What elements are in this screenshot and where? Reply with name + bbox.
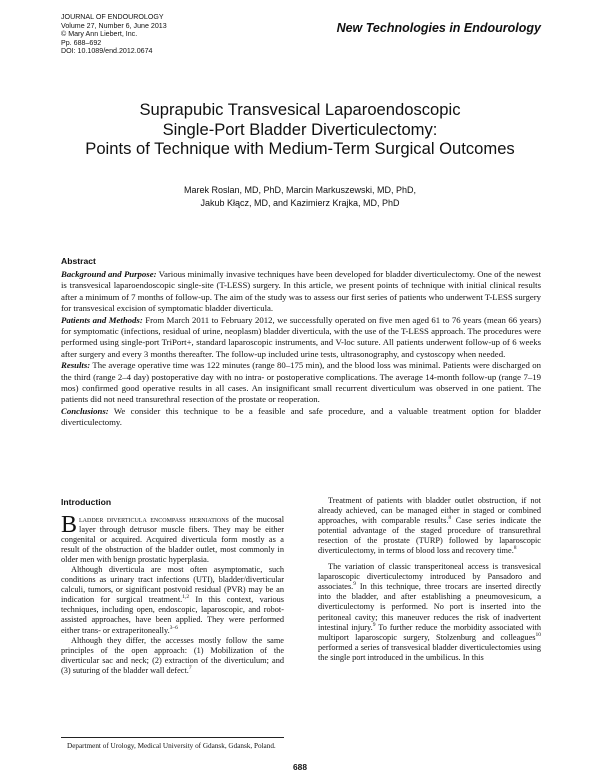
citation: 9 xyxy=(353,581,356,588)
intro-paragraph xyxy=(61,636,284,676)
results-label: Results: xyxy=(61,360,91,371)
abstract-body xyxy=(61,269,541,429)
methods-text: From March 2011 to February 2012, we successfully operated on five men aged 61 to 76 years (mean 66 years) for symptomatic (infections, residual of urine, neoplasm) bladder diverticula, with the use of the T-LESS approach. The procedures were performed using single-port TriPort+, standard laparoscopic instruments, and V-loc suture. All patients underwent follow-up of 6 weeks after surgery and every 3 months thereafter. The follow-up included urine tests, ultrasonography, and cystoscopy when needed. xyxy=(61,314,541,359)
paragraph-text: performed a series of transvesical bladder diverticulectomies using the single port introduced in the umbilicus. In this xyxy=(318,642,541,662)
paragraph-text: Treatment of patients with bladder outlet obstruction, if not already achieved, can be managed either in staged or combined approaches, with comparable results. xyxy=(318,496,541,526)
body-column-right xyxy=(318,496,541,663)
drop-cap: B xyxy=(61,512,78,538)
body-column-left xyxy=(61,512,284,676)
introduction-heading: Introduction xyxy=(61,497,112,507)
paragraph-text: Although they differ, the accesses mostly follow the same principles of the open approach: (1) Mobilization of the diverticular sac and neck; (2) extraction of the diverticulum; and (3) suturing of the bladder wall defect. xyxy=(61,635,284,675)
journal-copyright: © Mary Ann Liebert, Inc. xyxy=(61,30,138,38)
citation: 10 xyxy=(535,631,541,638)
intro-paragraph xyxy=(61,512,284,565)
page-number: 688 xyxy=(293,762,307,772)
intro-paragraph xyxy=(318,562,541,662)
background-text: Various minimally invasive techniques have been developed for bladder diverticulectomy. One of the newest is transvesical laparoendoscopic single-site (T-LESS) surgery. In this article, we present points of technique with initial clinical results after a minimum of 7 months of follow-up. The aim of the study was to assess our first series of patients who underwent T-LESS surgery for transvesical excision of symptomatic bladder diverticula. xyxy=(61,269,541,314)
background-label: Background and Purpose: xyxy=(61,269,157,279)
paragraph-text: Case series indicate the potential advantage of the staged procedure of transurethral resection of the prostate (TURP) followed by laparoscopic diverticulectomy, in terms of blood loss and recovery time. xyxy=(318,516,542,556)
citation: 8 xyxy=(513,545,517,552)
conclusions-text: We consider this technique to be a feasible and safe procedure, and a valuable treatment option for bladder diverticulectomy. xyxy=(61,405,541,428)
footnote-divider xyxy=(61,737,284,738)
paragraph-text: In this context, various techniques, including open, endoscopic, laparoscopic, and robot-assisted approaches, have been applied. They were performed either trans- or extraperitoneally. xyxy=(61,595,284,635)
title-line: Single-Port Bladder Diverticulectomy: xyxy=(162,119,438,139)
conclusions-label: Conclusions: xyxy=(61,405,109,416)
journal-doi: DOI: 10.1089/end.2012.0674 xyxy=(61,47,153,55)
author-line: Marek Roslan, MD, PhD, Marcin Markuszewski, MD, PhD, xyxy=(183,185,417,195)
journal-volume: Volume 27, Number 6, June 2013 xyxy=(61,21,167,30)
journal-pages: Pp. 688–692 xyxy=(61,38,102,47)
intro-paragraph xyxy=(318,496,541,556)
title-line: Suprapubic Transvesical Laparoendoscopic xyxy=(139,100,461,119)
paragraph-text: The variation of classic transperitoneal access is transvesical laparoscopic diverticulectomy introduced by Pansadoro and associates. xyxy=(318,562,541,592)
abstract-background xyxy=(61,269,541,315)
journal-info xyxy=(61,13,167,56)
abstract-heading: Abstract xyxy=(61,256,96,266)
paragraph-text: Although diverticula are most often asymptomatic, such conditions as urinary tract infections (UTI), bladder/diverticular calculi, tumors, or significant postvoid residual (PVR) may be an indication for surgical treatment. xyxy=(61,565,284,605)
title-line: Points of Technique with Medium-Term Surgical Outcomes xyxy=(85,139,515,158)
author-list xyxy=(60,184,540,209)
paragraph-text: In this technique, three trocars are inserted directly into the bladder, and after establishing a pneumovesicum, a diverticulectomy is performed. No port is inserted into the peritoneal cavity; this maneuver reduces the risk of inadvertent intestinal injury. xyxy=(318,582,541,632)
citation: 3–6 xyxy=(169,624,178,631)
methods-label: Patients and Methods: xyxy=(61,314,143,325)
paragraph-text: To further reduce the morbidity associated with multiport laparoscopic surgery, Stolzenburg and colleagues xyxy=(318,622,541,642)
article-title xyxy=(60,100,540,159)
affiliation-footnote: Department of Urology, Medical University of Gdansk, Gdansk, Poland. xyxy=(67,742,276,750)
citation: 7 xyxy=(188,664,192,671)
paragraph-text: of the mucosal layer through detrusor muscle fibers. They may be either congenital or acquired. Acquired diverticula form mostly as a result of the obstruction of the bladder outlet, most commonly in older men with benign prostatic hyperplasia. xyxy=(61,515,284,565)
journal-name: JOURNAL OF ENDOUROLOGY xyxy=(61,13,164,21)
abstract-results xyxy=(61,360,541,406)
citation: 1,2 xyxy=(182,594,190,601)
citation: 8 xyxy=(448,515,452,522)
section-label: New Technologies in Endourology xyxy=(336,21,541,35)
results-text: The average operative time was 122 minutes (range 80–175 min), and the blood loss was minimal. Patients were discharged on the third (range 2–4 day) postoperative day with no intra- or postoperative complications. The average 14-month follow-up (range 7–19 mos) confirmed good operative results in all cases. An insignificant small recurrent diverticulum was observed in one patient. The patients did not need transurethral resection of the prostate or reoperation. xyxy=(61,360,541,405)
author-line: Jakub Kłącz, MD, and Kazimierz Krajka, MD, PhD xyxy=(200,197,400,208)
lead-in: ladder diverticula encompass herniations xyxy=(79,515,229,524)
intro-paragraph xyxy=(61,565,284,635)
citation: 9 xyxy=(372,621,376,628)
abstract-conclusions xyxy=(61,406,541,429)
abstract-methods xyxy=(61,315,541,361)
